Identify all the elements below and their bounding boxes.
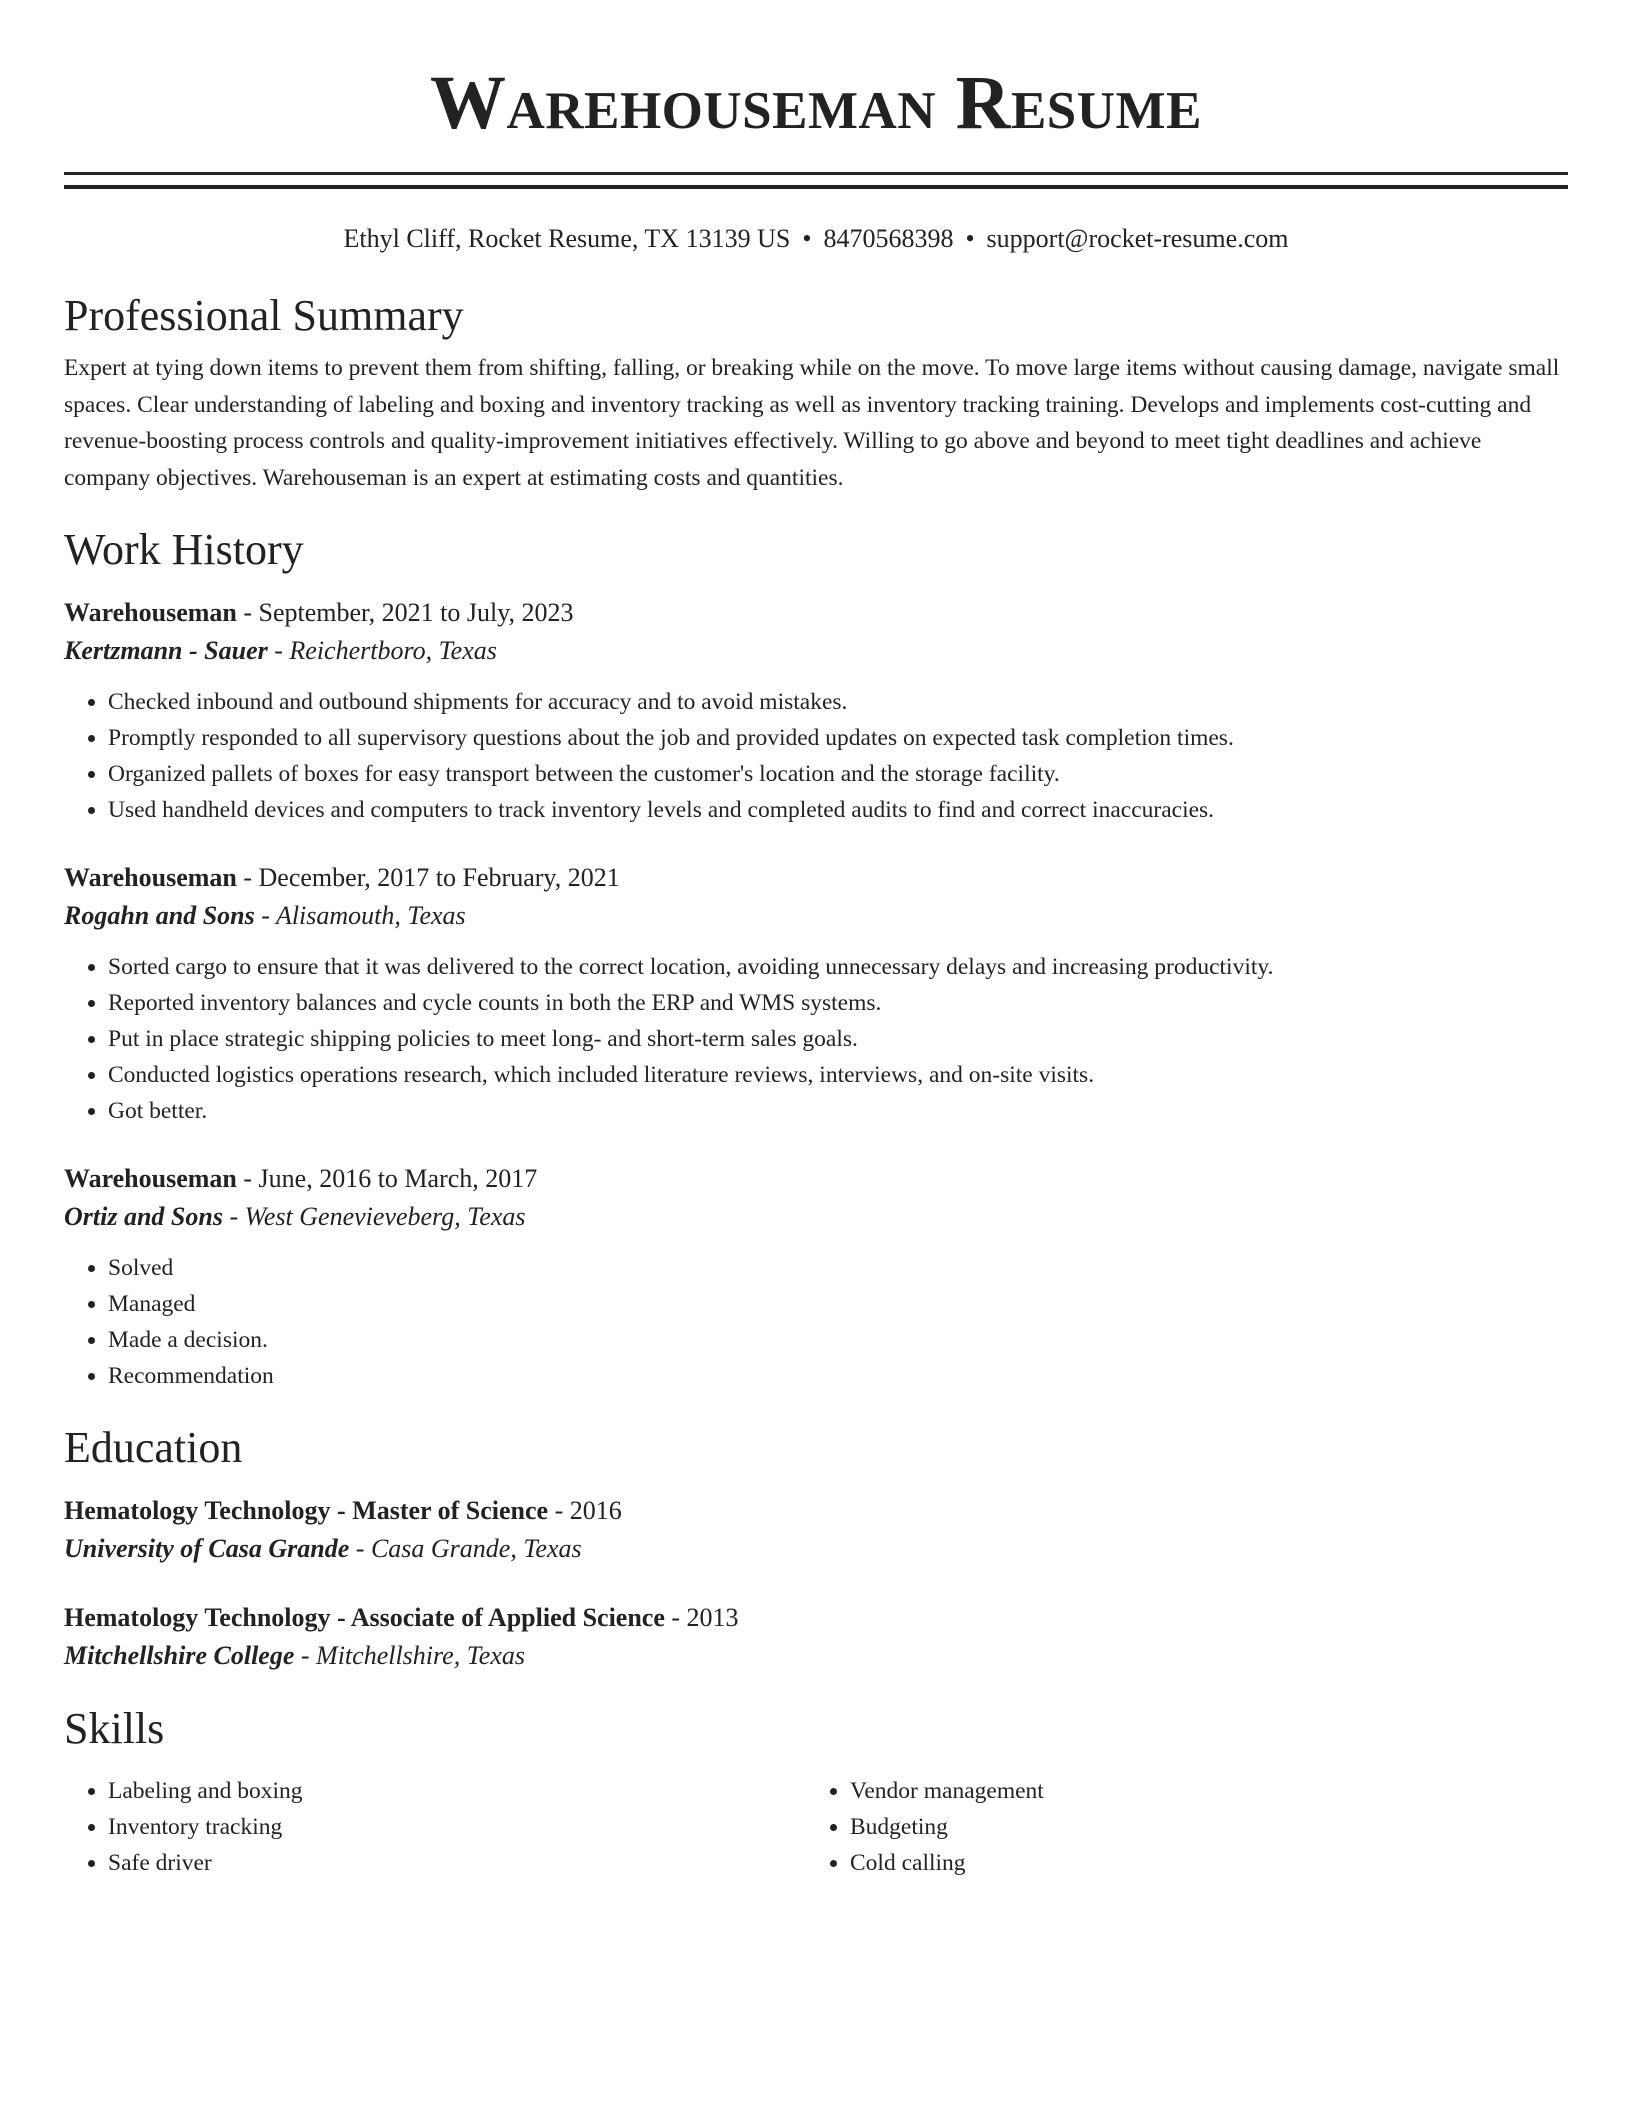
resume-title: Warehouseman Resume [430,61,1202,145]
summary-heading: Professional Summary [64,291,464,340]
resume-page [64,0,1568,1881]
job-bullets [64,949,1568,1129]
job-title-line [64,594,1568,632]
contact-separator: • [965,224,975,253]
job-title-line [64,1160,1568,1198]
education-year: - 2016 [548,1496,622,1525]
contact-address: Ethyl Cliff, Rocket Resume, TX 13139 US [343,224,791,253]
job-title: Warehouseman [64,598,237,627]
job-bullet: • Organized pallets of boxes for easy transport between the customer's location and the storage facility. [108,756,1568,792]
education-degree: Hematology Technology - Associate of Applied Science [64,1603,665,1632]
skills-column-right [806,1773,1548,1881]
job-bullets [64,684,1568,828]
job-title: Warehouseman [64,1164,237,1193]
title-double-rule [64,172,1568,189]
job-company-line [64,632,1568,670]
job-dates: - June, 2016 to March, 2017 [236,1164,538,1193]
skill-item: • Labeling and boxing [108,1773,806,1809]
contact-email: support@rocket-resume.com [986,224,1289,253]
job-company: Kertzmann - Sauer [64,636,268,665]
job-entry [64,859,1568,1129]
skills-grid [64,1773,1568,1881]
job-bullet: • Made a decision. [108,1322,1568,1358]
job-location: - Alisamouth, Texas [254,901,466,930]
job-bullet: • Checked inbound and outbound shipments for accuracy and to avoid mistakes. [108,684,1568,720]
job-bullet: • Conducted logistics operations research, which included literature reviews, interviews, and on-site visits. [108,1057,1568,1093]
skills-list [806,1773,1548,1881]
education-year: - 2013 [664,1603,739,1632]
skill-item: • Inventory tracking [108,1809,806,1845]
education-location: - Casa Grande, Texas [349,1534,582,1563]
contact-phone: 8470568398 [823,224,954,253]
education-degree-line [64,1599,1568,1637]
skills-heading: Skills [64,1704,165,1753]
job-bullet: • Sorted cargo to ensure that it was delivered to the correct location, avoiding unnecessary delays and increasing productivity. [108,949,1568,985]
education-school-line [64,1530,1568,1568]
contact-separator: • [802,224,812,253]
skill-item: • Safe driver [108,1845,806,1881]
skills-column-left [64,1773,806,1881]
education-heading: Education [64,1423,243,1472]
job-bullet: • Put in place strategic shipping policies to meet long- and short-term sales goals. [108,1021,1568,1057]
education-entry [64,1492,1568,1568]
job-company: Ortiz and Sons [64,1202,223,1231]
job-entry [64,1160,1568,1394]
job-dates: - September, 2021 to July, 2023 [236,598,574,627]
job-dates: - December, 2017 to February, 2021 [236,863,620,892]
skill-item: • Budgeting [850,1809,1548,1845]
education-degree: Hematology Technology - Master of Science [64,1496,549,1525]
job-bullet: • Promptly responded to all supervisory questions about the job and provided updates on expected task completion times. [108,720,1568,756]
job-bullets [64,1250,1568,1394]
education-location: - Mitchellshire, Texas [294,1641,525,1670]
education-degree-line [64,1492,1568,1530]
job-bullet: • Recommendation [108,1358,1568,1394]
job-company: Rogahn and Sons [64,901,255,930]
education-school-line [64,1637,1568,1675]
job-title-line [64,859,1568,897]
job-bullet: • Reported inventory balances and cycle counts in both the ERP and WMS systems. [108,985,1568,1021]
education-school: University of Casa Grande [64,1534,350,1563]
contact-line [64,222,1568,256]
skill-item: • Cold calling [850,1845,1548,1881]
job-bullet: • Used handheld devices and computers to track inventory levels and completed audits to find and correct inaccuracies. [108,792,1568,828]
skills-list [64,1773,806,1881]
job-bullet: • Managed [108,1286,1568,1322]
job-company-line [64,897,1568,935]
skill-item: • Vendor management [850,1773,1548,1809]
job-company-line [64,1198,1568,1236]
job-bullet: • Got better. [108,1093,1568,1129]
work-history-heading: Work History [64,525,304,574]
job-entry [64,594,1568,828]
job-location: - West Genevieveberg, Texas [222,1202,526,1231]
job-title: Warehouseman [64,863,237,892]
education-school: Mitchellshire College [64,1641,295,1670]
job-bullet: • Solved [108,1250,1568,1286]
summary-text: Expert at tying down items to prevent them from shifting, falling, or breaking while on the move. To move large items without causing damage, navigate small spaces. Clear understanding of labeling and boxing and inventory tracking as well as inventory tracking training. Develops and implements cost-cutting and revenue-boosting process controls and quality-improvement initiatives effectively. Willing to go above and beyond to meet tight deadlines and achieve company objectives. Warehouseman is an expert at estimating costs and quantities. [64,355,1560,491]
job-location: - Reichertboro, Texas [267,636,497,665]
education-entry [64,1599,1568,1675]
